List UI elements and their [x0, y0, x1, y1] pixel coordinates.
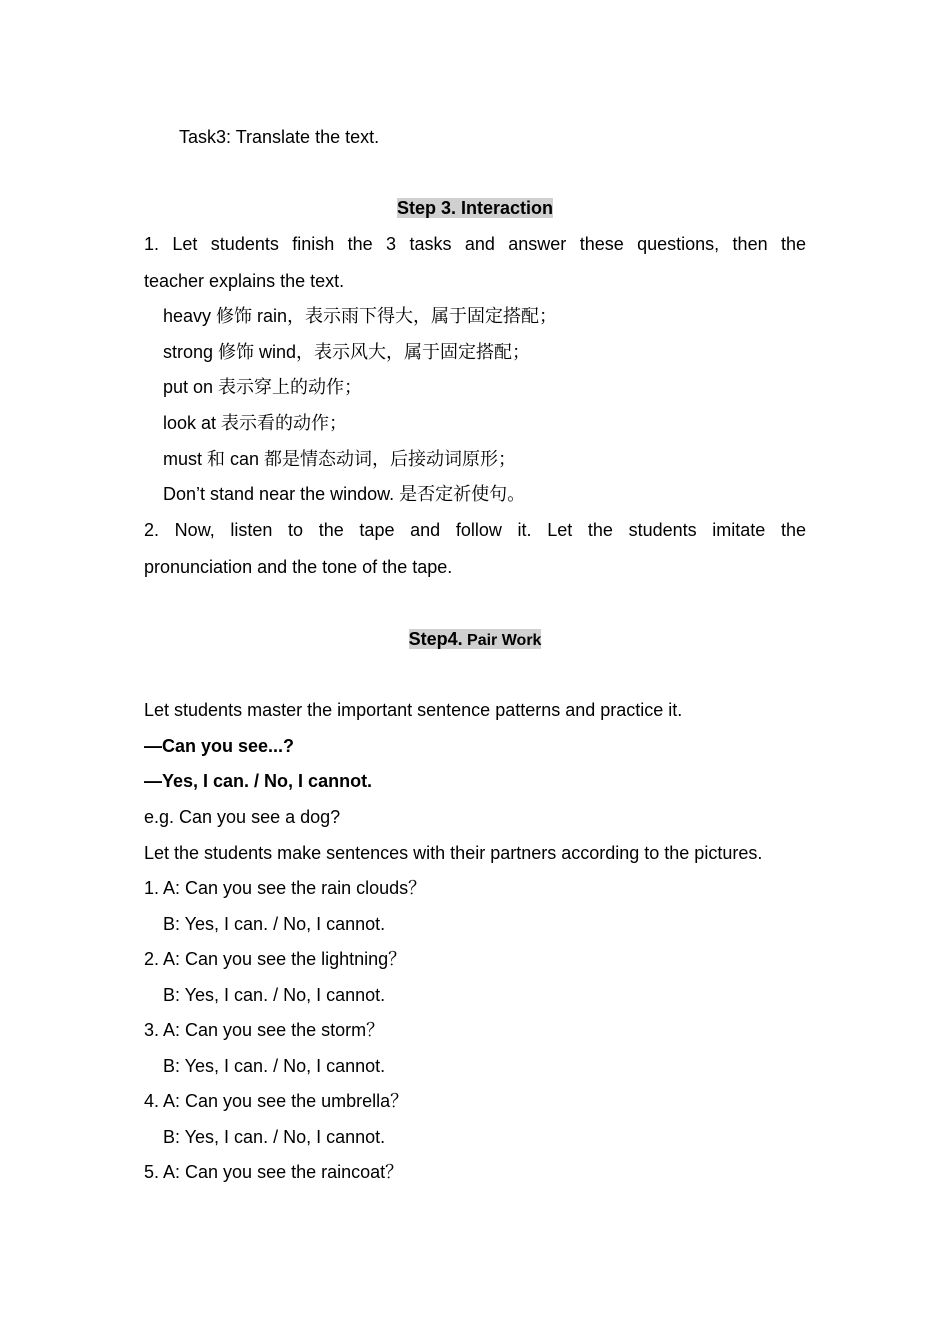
- dialogue-b: B: Yes, I can. / No, I cannot.: [163, 1056, 386, 1076]
- dialogue-b: B: Yes, I can. / No, I cannot.: [163, 985, 386, 1005]
- step4-heading-main: Step4.: [408, 629, 463, 649]
- step3-item1-line1: 1. Let students finish the 3 tasks and answer these questions, then the: [144, 234, 806, 254]
- step4-intro: Let students master the important sentence patterns and practice it.: [144, 700, 683, 720]
- step3-item2-line1: 2. Now, listen to the tape and follow it. Let the students imitate the: [144, 520, 806, 540]
- dialogue-b: B: Yes, I can. / No, I cannot.: [163, 914, 386, 934]
- dialogue-a: 3. A: Can you see the storm？: [144, 1020, 385, 1040]
- note-line: heavy 修饰 rain，表示雨下得大，属于固定搭配；: [163, 306, 558, 326]
- pattern-answer: —Yes, I can. / No, I cannot.: [144, 771, 373, 791]
- pattern-question: —Can you see...?: [144, 736, 295, 756]
- note-line: strong 修饰 wind，表示风大，属于固定搭配；: [163, 342, 531, 362]
- step3-item1-line2: teacher explains the text.: [144, 271, 345, 291]
- dialogue-a: 4. A: Can you see the umbrella？: [144, 1091, 409, 1111]
- note-line: look at 表示看的动作；: [163, 413, 348, 433]
- step3-item2-line2: pronunciation and the tone of the tape.: [144, 557, 453, 577]
- dialogue-a: 1. A: Can you see the rain clouds？: [144, 878, 427, 898]
- step4-heading-sub: Pair Work: [462, 632, 542, 649]
- step4-heading-wrap: [144, 627, 806, 653]
- dialogue-b: B: Yes, I can. / No, I cannot.: [163, 1127, 386, 1147]
- step3-heading: Step 3. Interaction: [396, 198, 554, 218]
- task3-line: Task3: Translate the text.: [179, 127, 380, 147]
- dialogue-a: 2. A: Can you see the lightning？: [144, 949, 407, 969]
- note-line: Don’t stand near the window. 是否定祈使句。: [163, 484, 526, 504]
- step4-heading: [409, 629, 542, 649]
- step3-heading-wrap: [144, 196, 806, 220]
- dialogue-a: 5. A: Can you see the raincoat？: [144, 1162, 404, 1182]
- example-line: e.g. Can you see a dog?: [144, 807, 341, 827]
- note-line: must 和 can 都是情态动词，后接动词原形；: [163, 449, 517, 469]
- note-line: put on 表示穿上的动作；: [163, 377, 363, 397]
- instruction-line: Let the students make sentences with their partners according to the pictures.: [144, 843, 763, 863]
